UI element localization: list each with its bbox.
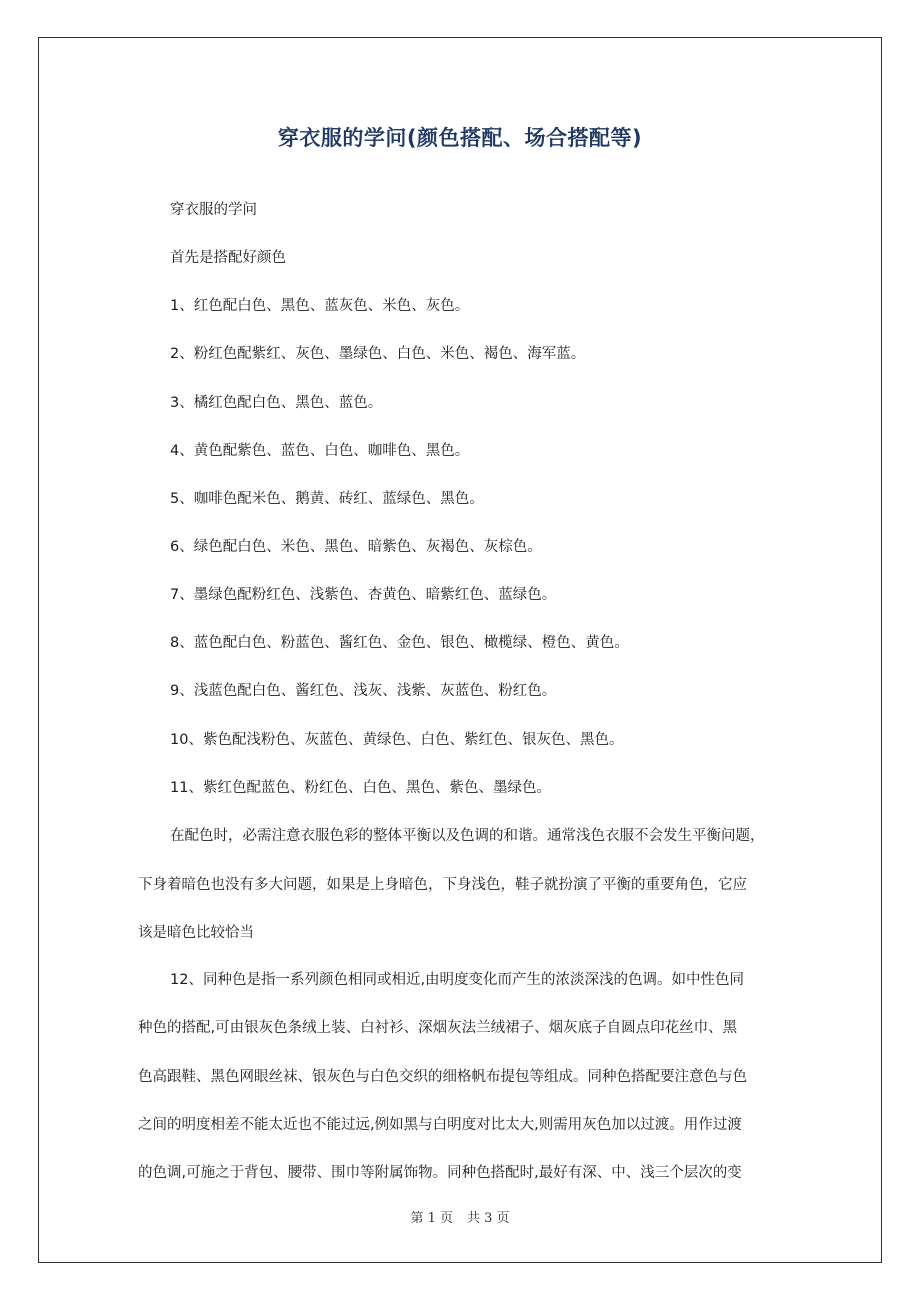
list-item: 3、橘红色配白色、黑色、蓝色。	[170, 395, 383, 411]
list-item: 7、墨绿色配粉红色、浅紫色、杏黄色、暗紫红色、蓝绿色。	[170, 587, 557, 603]
list-item: 5、咖啡色配米色、鹅黄、砖红、蓝绿色、黑色。	[170, 491, 484, 507]
paragraph-line: 12、同种色是指一系列颜色相同或相近,由明度变化而产生的浓淡深浅的色调。如中性色同	[170, 972, 745, 988]
paragraph-line: 在配色时，必需注意衣服色彩的整体平衡以及色调的和谐。通常浅色衣服不会发生平衡问题，	[170, 828, 765, 844]
paragraph-line: 种色的搭配,可由银灰色条绒上装、白衬衫、深烟灰法兰绒裙子、烟灰底子自圆点印花丝巾、黑	[138, 1020, 738, 1036]
list-item: 10、紫色配浅粉色、灰蓝色、黄绿色、白色、紫红色、银灰色、黑色。	[170, 732, 624, 748]
list-item: 8、蓝色配白色、粉蓝色、酱红色、金色、银色、橄榄绿、橙色、黄色。	[170, 635, 629, 651]
paragraph-line: 下身着暗色也没有多大问题，如果是上身暗色，下身浅色，鞋子就扮演了平衡的重要角色，它应	[138, 877, 747, 893]
paragraph-line: 色高跟鞋、黑色网眼丝袜、银灰色与白色交织的细格帆布提包等组成。同种色搭配要注意色与色	[138, 1069, 747, 1085]
document-title: 穿衣服的学问(颜色搭配、场合搭配等)	[277, 126, 643, 150]
page-number: 第 1 页	[410, 1211, 453, 1226]
list-item: 2、粉红色配紫红、灰色、墨绿色、白色、米色、褐色、海军蓝。	[170, 346, 586, 362]
list-item: 4、黄色配紫色、蓝色、白色、咖啡色、黑色。	[170, 443, 470, 459]
list-item: 11、紫红色配蓝色、粉红色、白色、黑色、紫色、墨绿色。	[170, 780, 551, 796]
list-item: 1、红色配白色、黑色、蓝灰色、米色、灰色。	[170, 298, 470, 314]
paragraph-heading: 穿衣服的学问	[170, 202, 257, 218]
paragraph-line: 的色调,可施之于背包、腰带、围巾等附属饰物。同种色搭配时,最好有深、中、浅三个层次的变	[138, 1165, 742, 1181]
paragraph-line: 之间的明度相差不能太近也不能过远,例如黑与白明度对比太大,则需用灰色加以过渡。用作过渡	[138, 1117, 742, 1133]
list-item: 6、绿色配白色、米色、黑色、暗紫色、灰褐色、灰棕色。	[170, 539, 542, 555]
page-footer	[0, 1207, 920, 1226]
list-item: 9、浅蓝色配白色、酱红色、浅灰、浅紫、灰蓝色、粉红色。	[170, 683, 557, 699]
paragraph-line: 该是暗色比较恰当	[138, 925, 254, 941]
page-total: 共 3 页	[467, 1211, 510, 1226]
paragraph-subheading: 首先是搭配好颜色	[170, 250, 286, 266]
